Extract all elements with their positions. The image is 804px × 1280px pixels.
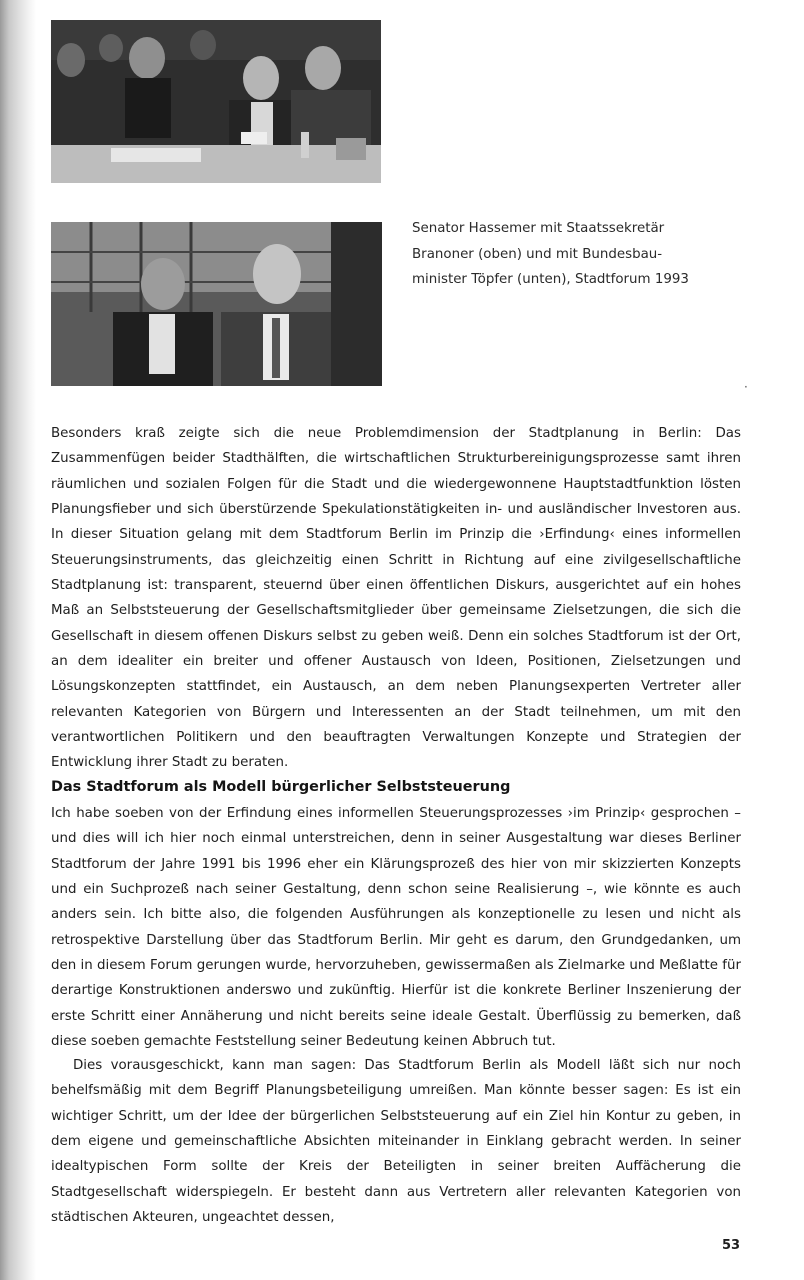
- page-gutter-shadow: [0, 0, 36, 1280]
- intro-paragraph: Besonders kraß zeigte sich die neue Problemdimension der Stadtplanung in Berlin: Das Zusammenfügen beider Stadthälften, die wirtschaftlichen Strukturbereinigungsprozesse samt ihren räumlichen und sozialen Folgen für die Stadt und die wiedergewonnene Hauptstadtfunktion lösten Planungsfieber und sich überstürzende Spekulationstätigkeiten in- und ausländischer Investoren aus. In dieser Situation gelang mit dem Stadtforum Berlin im Prinzip die ›Erfindung‹ eines informellen Steuerungsinstruments, das gleichzeitig einen Schritt in Richtung auf eine zivilgesellschaftliche Stadtplanung ist: transparent, steuernd über einen öffentlichen Diskurs, ausgerichtet auf ein hohes Maß an Selbststeuerung der Gesellschaftsmitglieder über gemeinsame Zielsetzungen, die sich die Gesellschaft in diesem offenen Diskurs selbst zu geben weiß. Denn ein solches Stadtforum ist der Ort, an dem idealiter ein breiter und offener Austausch von Ideen, Positionen, Zielsetzungen und Lösungskonzepten stattfindet, ein Austausch, an dem neben Planungsexperten Vertreter aller relevanten Kategorien von Bürgern und Interessenten an der Stadt teilnehmen, um mit den verantwortlichen Politikern und den beauftragten Verwaltungen Konzepte und Strategien der Entwicklung ihrer Stadt zu beraten.: [51, 426, 741, 771]
- section-heading: Das Stadtforum als Modell bürgerlicher Selbststeuerung: [51, 779, 511, 795]
- intro-block: [51, 421, 741, 776]
- photo-hassemer-toepfer: [51, 222, 382, 386]
- section-paragraph-2: Dies vorausgeschickt, kann man sagen: Das Stadtforum Berlin als Modell läßt sich nur noch behelfsmäßig mit dem Begriff Planungsbeteiligung umreißen. Man könnte besser sagen: Es ist ein wichtiger Schritt, um der Idee der bürgerlichen Selbststeuerung auf ein Ziel hin Kontur zu geben, in dem eigene und gemeinschaftliche Absichten miteinander in Einklang gebracht werden. In seiner idealtypischen Form sollte der Kreis der Beteiligten in seiner breiten Auffächerung die Stadtgesellschaft widerspiegeln. Er besteht dann aus Vertretern aller relevanten Kategorien von städtischen Akteuren, ungeachtet dessen,: [51, 1058, 741, 1226]
- photo-bottom-graphic: [51, 222, 382, 386]
- section-paragraph-1: Ich habe soeben von der Erfindung eines informellen Steuerungsprozesses ›im Prinzip‹ gesprochen – und dies will ich hier noch einmal unterstreichen, denn in seiner Ausgestaltung war dieses Berliner Stadtforum der Jahre 1991 bis 1996 eher ein Klärungsprozeß des hier von mir skizzierten Konzepts und ein Suchprozeß nach seiner Gestaltung, denn schon seine Realisierung –, wie könnte es auch anders sein. Ich bitte also, die folgenden Ausführungen als konzeptionelle zu lesen und nicht als retrospektive Darstellung über das Stadtforum Berlin. Mir geht es darum, den Grundgedanken, um den in diesem Forum gerungen wurde, hervorzuheben, gewissermaßen als Zielmarke und Meßlatte für derartige Konstruktionen anderswo und zukünftig. Hierfür ist die konkrete Berliner Inszenierung der erste Schritt einer Annäherung und nicht bereits seine ideale Gestalt. Überflüssig zu bemerken, daß diese soeben gemachte Feststellung seiner Bedeutung keinen Abbruch tut.: [51, 806, 741, 1050]
- photo-hassemer-branoner: [51, 20, 381, 183]
- page-number: 53: [722, 1238, 741, 1253]
- section-block-2: [51, 1053, 741, 1230]
- margin-mark: ·: [744, 380, 748, 394]
- photo-top-graphic: [51, 20, 381, 183]
- section-block-1: [51, 801, 741, 1054]
- photo-caption: Senator Hassemer mit Staatssekretär Branoner (oben) und mit Bundesbau- minister Töpfer (unten), Stadtforum 1993: [412, 221, 689, 287]
